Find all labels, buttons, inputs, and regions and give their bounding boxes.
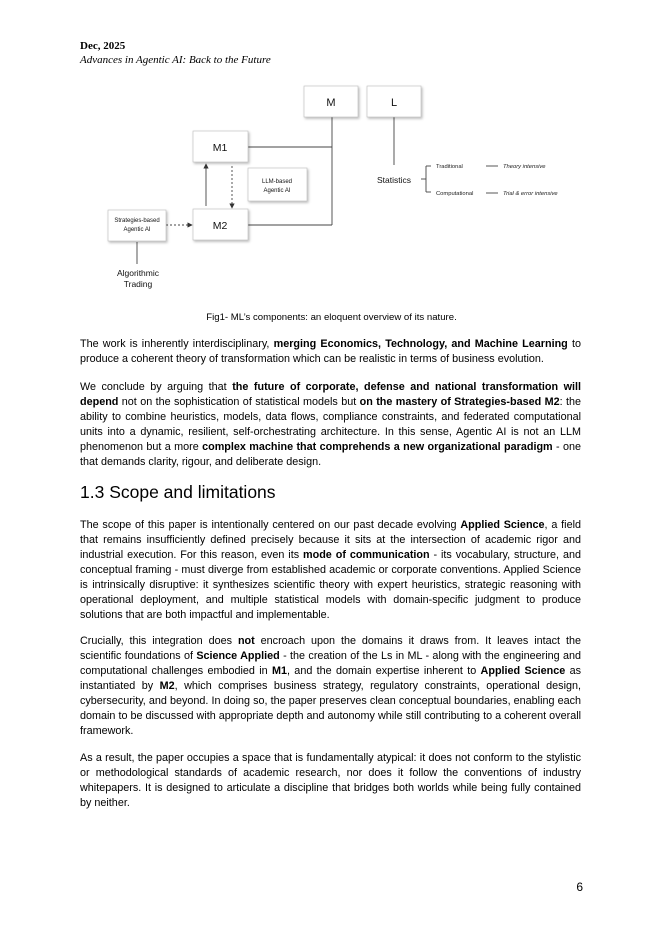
paragraph-result: As a result, the paper occupies a space that is fundamentally atypical: it does not conform to the stylistic or methodological standards of academic research, nor does it follow the conventions of industry whitepapers. It is designed to articulate a discipline that bridges both worlds while being fully contained by neither. [80,752,581,809]
strategies-agentic-box [108,210,166,241]
l-label: L [390,97,398,109]
strat-label-1: Strategies-based [114,218,160,224]
page-number: 6 [576,880,583,894]
m1-label: M1 [212,142,228,154]
m2-label: M2 [212,220,228,232]
header-title: Advances in Agentic AI: Back to the Future [80,54,271,66]
section-heading: 1.3 Scope and limitations [80,482,276,502]
paragraph-scope: The scope of this paper is intentionally centered on our past decade evolving Applied Science, a field that remains insufficiently defined precisely because it sits at the intersection of academic rigor and industrial execution. For this reason, even its mode of communication - its vocabulary, structure, and conceptual framing - must diverge from established academic or corporate conventions. Applied Science is intrinsically disruptive: it synthesizes scientific theory with expert heuristics, strategic reasoning with operational deployment, and multiple statistical models with domain-specific judgment to produce solutions that are both impactful and implementable. [80,519,581,621]
m-label: M [326,97,336,109]
computational-label: Computational [436,191,474,197]
llm-label-1: LLM-based [261,179,293,185]
trial-error-label: Trial & error intensive [503,191,558,197]
paragraph-integration: Crucially, this integration does not encroach upon the domains it draws from. It leaves intact the scientific foundations of Science Applied - the creation of the Ls in ML - along with the engineering and computational challenges embodied in M1, and the domain expertise inherent to Applied Science as instantiated by M2, which comprises business strategy, regulatory constraints, operational design, cybersecurity, and beyond. In doing so, the paper preserves clean conceptual boundaries, enabling each domain to be discussed with appropriate depth and autonomy while still contributing to a coherent overall framework. [80,635,582,737]
ml-components-figure [0,0,663,310]
paragraph-conclusion: We conclude by arguing that the future of corporate, defense and national transformation will depend not on the sophistication of statistical models but on the mastery of Strategies-based M2: the ability to combine heuristics, models, data flows, compliance constraints, and federated computational units into a dynamic, resilient, self-orchestrating architecture. In this sense, Agentic AI is not an LLM phenomenon but a more complex machine that comprehends a new organizational paradigm - one that demands clarity, rigour, and deliberate design. [80,381,581,468]
header-date: Dec, 2025 [80,40,126,52]
traditional-label: Traditional [436,164,463,170]
algo-label-1: Algorithmic [116,268,160,278]
theory-intensive-label: Theory intensive [503,164,546,170]
llm-label-2: Agentic AI [263,188,291,194]
strat-label-2: Agentic AI [123,227,151,233]
algo-label-2: Trading [123,279,153,289]
figure-caption: Fig1- ML’s components: an eloquent overview of its nature. [206,312,457,323]
paragraph-interdisciplinary: The work is inherently interdisciplinary, merging Economics, Technology, and Machine Learning to produce a coherent theory of transformation which can be realistic in terms of business evolution. [80,338,581,365]
statistics-label: Statistics [376,175,412,185]
